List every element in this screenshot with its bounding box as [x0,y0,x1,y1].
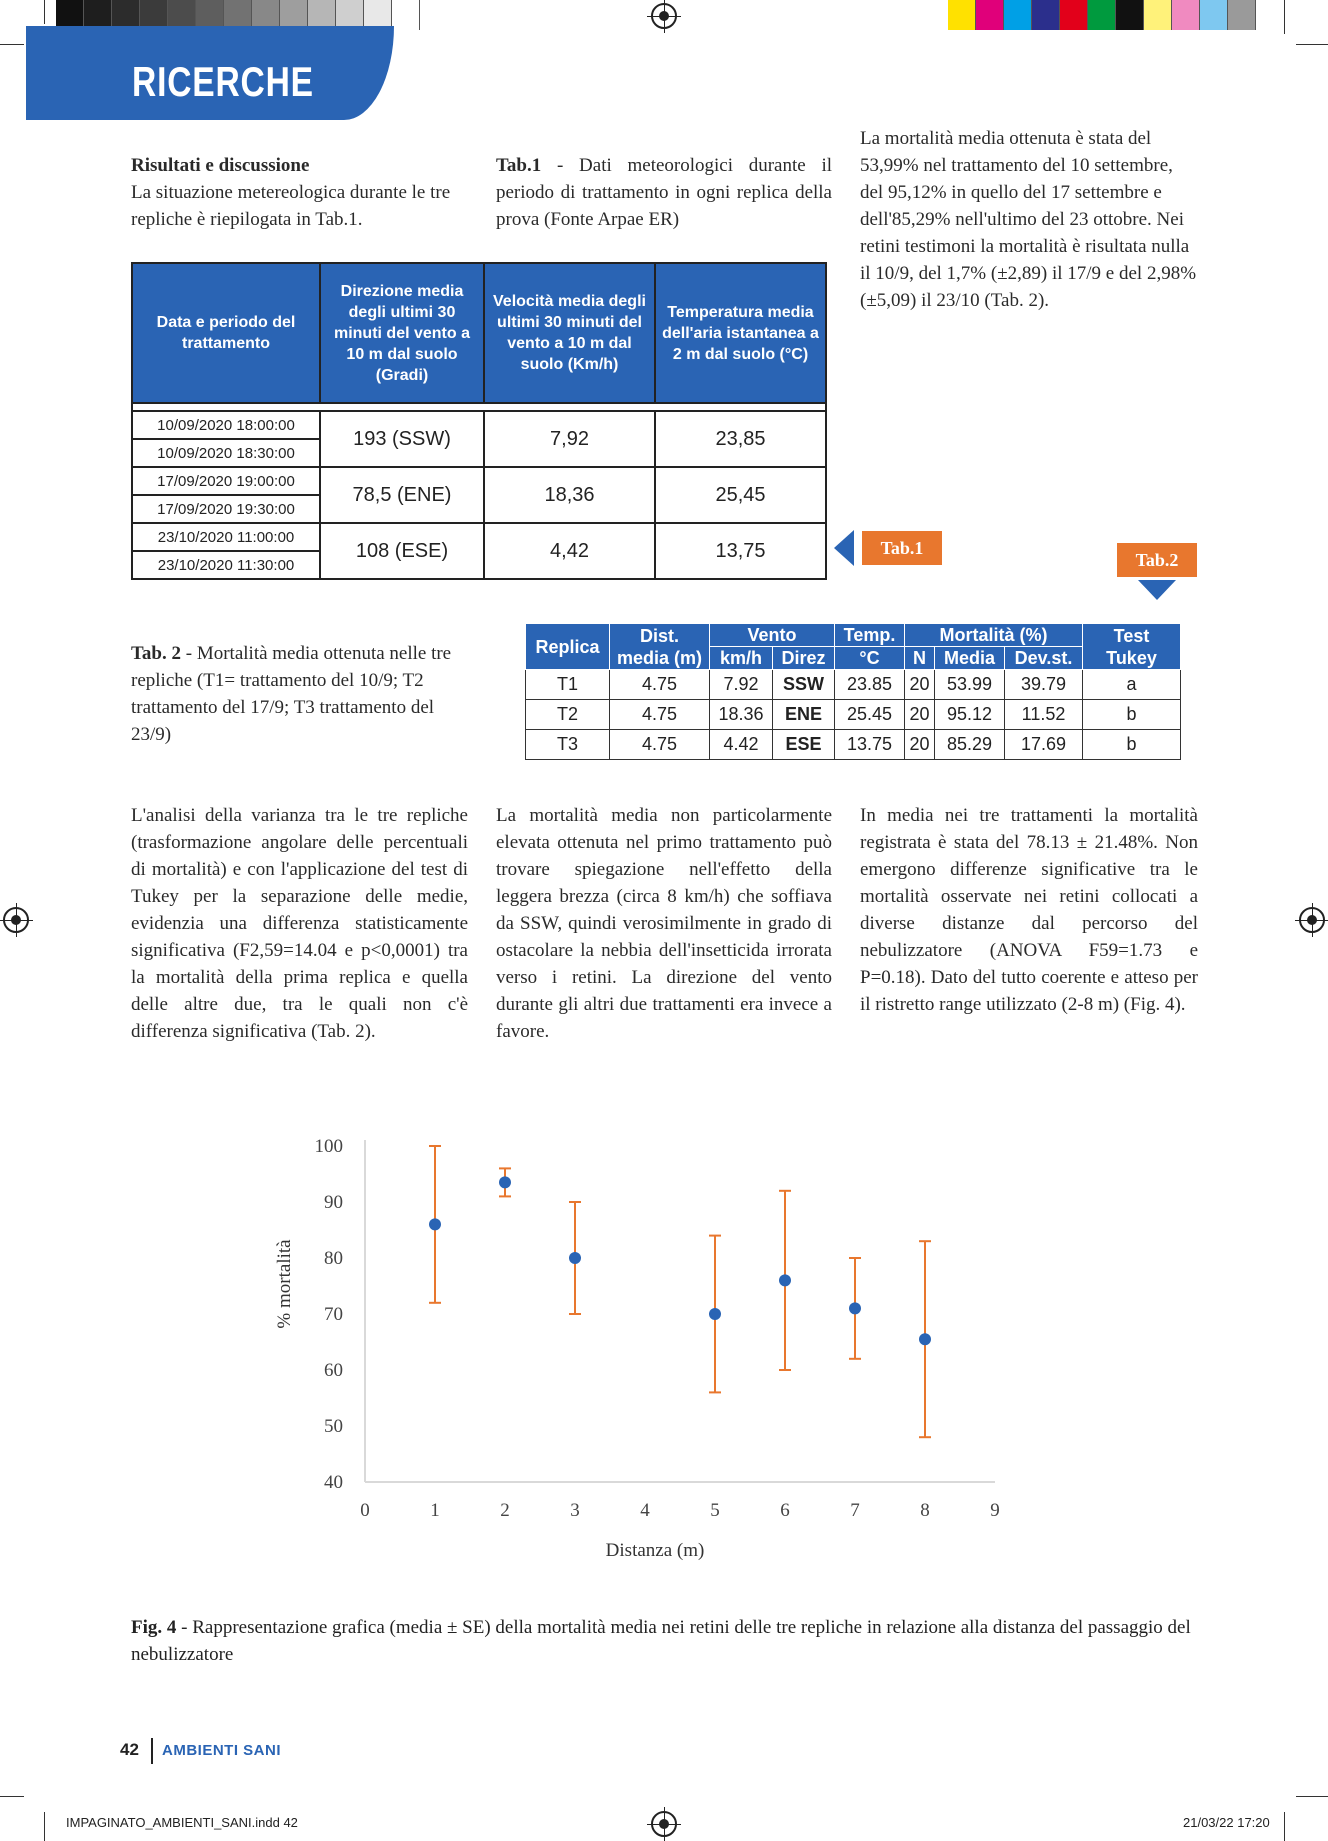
table1-start: 17/09/2020 19:00:00 [132,467,320,495]
y-tick-label: 50 [324,1416,343,1437]
data-point [849,1302,861,1314]
table1-start: 10/09/2020 18:00:00 [132,411,320,439]
page-number: 42 [120,1740,139,1759]
table2-cell: 95.12 [935,700,1005,730]
table2-header: Vento [710,624,835,647]
registration-mark-bottom [651,1811,677,1837]
table2-cell: 18.36 [710,700,773,730]
table2-cell: a [1083,670,1181,700]
table2-header: Dist. media (m) [610,624,710,670]
table1-speed: 18,36 [484,467,655,523]
table-row [526,670,1181,700]
table2-cell: T2 [526,700,610,730]
mortality-paragraph: La mortalità media ottenuta è stata del 53,99% nel trattamento del 10 settembre, del 95,12% in quello del 17 settembre e dell'85,29% nell'ultimo del 23 ottobre. Nei retini testimoni la mortalità è risultata nulla il 10/9, del 1,7% (±2,89) il 17/9 e del 2,98% (±5,09) il 23/10 (Tab. 2). [860,128,1197,311]
crop-mark [1296,1796,1328,1797]
mortality-distance-chart [270,1120,1030,1580]
table2-caption [131,640,471,748]
folio-divider [151,1738,153,1764]
table2-cell: SSW [773,670,835,700]
table1-header: Data e periodo del trattamento [132,263,320,403]
table2-header: Media [935,647,1005,670]
figure-caption-text: - Rappresentazione grafica (media ± SE) della mortalità media nei retini delle tre repliche in relazione alla distanza del passaggio del nebulizzatore [131,1617,1191,1665]
data-point [569,1252,581,1264]
table1-end: 23/10/2020 11:30:00 [132,551,320,579]
table1-temp: 25,45 [655,467,826,523]
tab2-tag: Tab.2 [1117,543,1197,577]
crop-mark [1284,0,1285,34]
figure-caption [131,1614,1201,1668]
table2-cell: b [1083,700,1181,730]
table2-cell: 23.85 [835,670,905,700]
tab1-tag: Tab.1 [862,531,942,565]
table1-caption-label: Tab.1 [496,155,542,176]
table1-caption-text: - Dati meteorologici durante il periodo di trattamento in ogni replica della prova (Fonte Arpae ER) [496,155,832,230]
magazine-name: AMBIENTI SANI [162,1742,281,1759]
table2-header: km/h [710,647,773,670]
table2-cell: 11.52 [1005,700,1083,730]
table2-cell: 53.99 [935,670,1005,700]
y-tick-label: 70 [324,1304,343,1325]
body-column-1: L'analisi della varianza tra le tre repliche (trasformazione angolare delle percentuali di mortalità) e con l'applicazione del test di Tukey per la separazione delle medie, evidenzia una differenza statisticamente significativa (F2,59=14.04 e p<0,0001) tra la mortalità della prima replica e quella delle altre due, tra le quali non c'è differenza significativa (Tab. 2). [131,805,468,1042]
table2-header: Temp. [835,624,905,647]
table2-header: Direz [773,647,835,670]
table2-cell: 7.92 [710,670,773,700]
table1-direction: 108 (ESE) [320,523,484,579]
data-point [779,1274,791,1286]
data-point [709,1308,721,1320]
table2-cell: 20 [905,670,935,700]
crop-mark [0,44,24,45]
table2-cell: 4.42 [710,730,773,760]
table1-header: Velocità media degli ultimi 30 minuti del vento a 10 m dal suolo (Km/h) [484,263,655,403]
figure-caption-label: Fig. 4 [131,1617,177,1638]
table1-start: 23/10/2020 11:00:00 [132,523,320,551]
table1-speed: 4,42 [484,523,655,579]
table1-direction: 193 (SSW) [320,411,484,467]
x-tick-label: 7 [850,1500,860,1521]
crop-mark [1296,44,1328,45]
data-point [919,1333,931,1345]
table2-cell: 4.75 [610,670,710,700]
table1-temp: 23,85 [655,411,826,467]
x-tick-label: 6 [780,1500,790,1521]
x-tick-label: 3 [570,1500,580,1521]
mortality-table [525,623,1181,760]
table2-cell: 17.69 [1005,730,1083,760]
table2-cell: 39.79 [1005,670,1083,700]
registration-mark-right [1299,907,1325,933]
section-heading: Risultati e discussione [131,155,310,176]
crop-mark [44,0,45,24]
table1-end: 10/09/2020 18:30:00 [132,439,320,467]
y-tick-label: 60 [324,1360,343,1381]
y-tick-label: 40 [324,1472,343,1493]
table2-caption-text: - Mortalità media ottenuta nelle tre repliche (T1= trattamento del 10/9; T2 trattamento del 17/9; T3 trattamento del 23/9) [131,643,452,745]
table1-temp: 13,75 [655,523,826,579]
table2-cell: T1 [526,670,610,700]
table2-cell: 13.75 [835,730,905,760]
table2-cell: 85.29 [935,730,1005,760]
data-point [499,1176,511,1188]
table1-caption [496,152,832,233]
crop-mark [1284,1812,1285,1841]
x-tick-label: 0 [360,1500,370,1521]
table-row [526,730,1181,760]
table1-speed: 7,92 [484,411,655,467]
slug-datetime: 21/03/22 17:20 [1183,1815,1270,1830]
registration-mark-top [651,3,677,29]
slug-filename: IMPAGINATO_AMBIENTI_SANI.indd 42 [66,1815,298,1830]
x-tick-label: 9 [990,1500,1000,1521]
registration-mark-left [3,907,29,933]
table2-header: Test Tukey [1083,624,1181,670]
tab1-arrow-icon [834,530,854,566]
table-row [132,411,826,439]
table1-direction: 78,5 (ENE) [320,467,484,523]
tab2-arrow-icon [1138,580,1176,600]
x-tick-label: 1 [430,1500,440,1521]
y-tick-label: 90 [324,1192,343,1213]
table1-header: Direzione media degli ultimi 30 minuti del vento a 10 m dal suolo (Gradi) [320,263,484,403]
section-title: RICERCHE [132,58,314,105]
x-tick-label: 2 [500,1500,510,1521]
table2-cell: 20 [905,700,935,730]
table2-cell: 20 [905,730,935,760]
table1-end: 17/09/2020 19:30:00 [132,495,320,523]
weather-table [131,262,827,580]
table-row [132,523,826,551]
crop-mark [0,1796,24,1797]
x-tick-label: 8 [920,1500,930,1521]
y-tick-label: 80 [324,1248,343,1269]
table2-header: Mortalità (%) [905,624,1083,647]
y-axis-label: % mortalità [274,1239,295,1329]
table-row [132,467,826,495]
table2-cell: 25.45 [835,700,905,730]
table2-cell: T3 [526,730,610,760]
table2-header: Dev.st. [1005,647,1083,670]
table2-cell: 4.75 [610,730,710,760]
table2-cell: 4.75 [610,700,710,730]
body-column-3: In media nei tre trattamenti la mortalità registrata è stata del 78.13 ± 21.48%. Non emergono differenze significative tra le mortalità osservate nei retini collocati a diverse distanze dal percorso del nebulizzatore (ANOVA F59=1.73 e P=0.18). Dato del tutto coerente e atteso per il ristretto range utilizzato (2-8 m) (Fig. 4). [860,805,1198,1015]
y-tick-label: 100 [314,1136,343,1157]
table2-cell: ENE [773,700,835,730]
data-point [429,1218,441,1230]
table-row [526,700,1181,730]
table1-header: Temperatura media dell'aria istantanea a 2 m dal suolo (°C) [655,263,826,403]
table2-cell: ESE [773,730,835,760]
results-intro [131,152,471,233]
x-tick-label: 4 [640,1500,650,1521]
table2-header: °C [835,647,905,670]
table2-header: N [905,647,935,670]
x-axis-label: Distanza (m) [605,1540,705,1561]
table2-header: Replica [526,624,610,670]
x-tick-label: 5 [710,1500,720,1521]
body-column-2: La mortalità media non particolarmente elevata ottenuta nel primo trattamento può trovare spiegazione nell'effetto della leggera brezza (circa 8 km/h) che soffiava da SSW, quindi verosimilmente in grado di ostacolare la nebbia dell'insetticida irrorata verso i retini. La direzione del vento durante gli altri due trattamenti era invece a favore. [496,805,832,1042]
crop-mark [44,1812,45,1841]
color-strip [948,0,1256,30]
intro-text: La situazione metereologica durante le tre repliche è riepilogata in Tab.1. [131,182,451,230]
table2-cell: b [1083,730,1181,760]
table2-caption-label: Tab. 2 [131,643,181,664]
